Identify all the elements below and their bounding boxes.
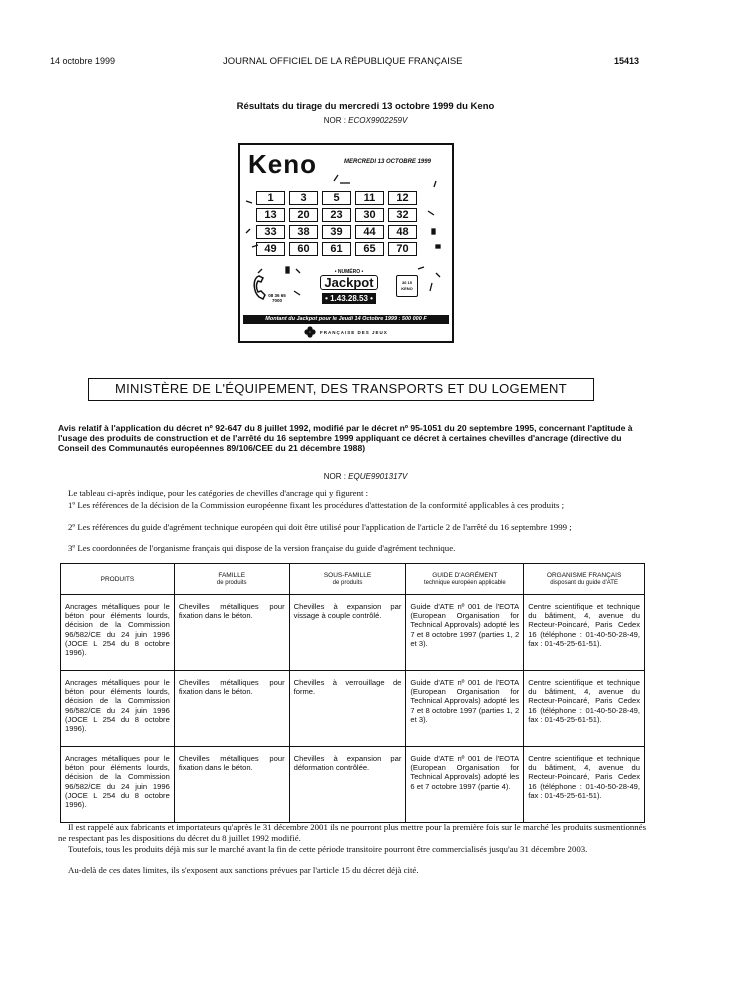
header-journal: JOURNAL OFFICIEL DE LA RÉPUBLIQUE FRANÇAISE: [223, 56, 463, 67]
column-header-organisme: ORGANISME FRANÇAIS disposant du guide d'ATE: [524, 564, 645, 595]
column-header-famille: FAMILLE de produits: [174, 564, 289, 595]
keno-title: Résultats du tirage du mercredi 13 octobre 1999 du Keno: [236, 101, 495, 112]
keno-logo: Keno: [248, 149, 317, 179]
keno-number: 30: [355, 208, 384, 222]
cell-sous-famille: Chevilles à verrouillage de forme.: [289, 671, 406, 747]
keno-number: 70: [388, 242, 417, 256]
phone-number: 08 36 65 7000: [268, 293, 286, 303]
jackpot-banner: Montant du Jackpot pour le Jeudi 14 Octobre 1999 : 500 000 F: [243, 315, 449, 324]
header-page-number: 15413: [614, 56, 640, 66]
cell-produits: Ancrages métalliques pour le béton pour éléments lourds, décision de la Commission 96/582/CE du 24 juin 1996 (JOCE L 254 du 8 octobre 1996).: [61, 595, 175, 671]
keno-ticket: [238, 143, 454, 343]
jackpot-label: • NUMÉRO •: [334, 269, 364, 275]
keno-number: 33: [256, 225, 285, 239]
jackpot-word: Jackpot: [320, 275, 378, 290]
cell-organisme: Centre scientifique et technique du bâtiment, 4, avenue du Recteur-Poincaré, Paris Cedex 16 (téléphone : 01-40-50-28-49, fax : 01-45-25-61-51).: [524, 595, 645, 671]
cell-sous-famille: Chevilles à expansion par déformation contrôlée.: [289, 747, 406, 823]
cell-organisme: Centre scientifique et technique du bâtiment, 4, avenue du Recteur-Poincaré, Paris Cedex 16 (téléphone : 01-40-50-28-49, fax : 01-45-25-61-51).: [524, 747, 645, 823]
keno-number: 32: [388, 208, 417, 222]
keno-number: 44: [355, 225, 384, 239]
closing-paragraph-2: Toutefois, tous les produits déjà mis sur le marché avant la fin de cette période transitoire pourront être commercialisés jusqu'au 31 décembre 2003.: [68, 844, 588, 854]
cell-guide: Guide d'ATE nº 001 de l'EOTA (European Organisation for Technical Approvals) adopté les 6 et 7 octobre 1997 (partie 4).: [406, 747, 524, 823]
ministry-heading: MINISTÈRE DE L'ÉQUIPEMENT, DES TRANSPORTS ET DU LOGEMENT: [88, 378, 594, 401]
keno-number: 23: [322, 208, 351, 222]
avis-intro: Le tableau ci-après indique, pour les catégories de chevilles d'ancrage qui y figurent :: [68, 488, 369, 498]
cell-produits: Ancrages métalliques pour le béton pour éléments lourds, décision de la Commission 96/582/CE du 24 juin 1996 (JOCE L 254 du 8 octobre 1996).: [61, 747, 175, 823]
keno-number: 11: [355, 191, 384, 205]
avis-item-1: 1º Les références de la décision de la Commission européenne fixant les procédures d'attestation de la conformité applicables à ces produits ;: [68, 500, 565, 510]
cell-famille: Chevilles métalliques pour fixation dans le béton.: [174, 595, 289, 671]
avis-item-2: 2º Les références du guide d'agrément technique européen qui doit être utilisé pour l'application de l'article 2 de l'arrêté du 16 septembre 1999 ;: [68, 522, 572, 532]
clover-logo-icon: [304, 326, 316, 338]
avis-title: Avis relatif à l'application du décret nº 92-647 du 8 juillet 1992, modifié par le décret nº 95-1051 du 20 septembre 1995, concernant l'aptitude à l'usage des produits de construction et de l'arrêté du 16 septembre 1999 appliquant ce décret à certaines chevilles d'ancrage (directive du Conseil des Communautés européennes 89/106/CEE du 21 décembre 1988): [58, 423, 633, 453]
minitel-icon: 36 15 KENO: [396, 275, 418, 297]
cell-produits: Ancrages métalliques pour le béton pour éléments lourds, décision de la Commission 96/582/CE du 24 juin 1996 (JOCE L 254 du 8 octobre 1996).: [61, 671, 175, 747]
keno-number: 38: [289, 225, 318, 239]
keno-nor: NOR : ECOX9902259V: [323, 116, 408, 125]
products-table: [60, 563, 645, 823]
closing-paragraph-3: Au-delà de ces dates limites, ils s'exposent aux sanctions prévues par l'article 15 du décret déjà cité.: [68, 865, 419, 875]
fdj-logo-text: FRANÇAISE DES JEUX: [320, 330, 388, 335]
keno-number: 49: [256, 242, 285, 256]
keno-number: 3: [289, 191, 318, 205]
keno-number: 60: [289, 242, 318, 256]
keno-number: 48: [388, 225, 417, 239]
jackpot-number: • 1.43.28.53 •: [322, 293, 376, 304]
keno-number: 20: [289, 208, 318, 222]
table-row: [61, 595, 645, 671]
cell-guide: Guide d'ATE nº 001 de l'EOTA (European Organisation for Technical Approvals) adopté les 7 et 8 octobre 1997 (parties 1, 2 et 3).: [406, 671, 524, 747]
keno-ticket-date: MERCREDI 13 OCTOBRE 1999: [344, 159, 431, 165]
column-header-guide: GUIDE D'AGRÉMENT technique européen applicable: [406, 564, 524, 595]
confetti-decoration-icon: [240, 145, 452, 341]
keno-number: 1: [256, 191, 285, 205]
keno-number: 65: [355, 242, 384, 256]
header-date: 14 octobre 1999: [50, 56, 116, 66]
keno-number: 13: [256, 208, 285, 222]
keno-number: 5: [322, 191, 351, 205]
cell-organisme: Centre scientifique et technique du bâtiment, 4, avenue du Recteur-Poincaré, Paris Cedex 16 (téléphone : 01-40-50-28-49, fax : 01-45-25-61-51).: [524, 671, 645, 747]
cell-famille: Chevilles métalliques pour fixation dans le béton.: [174, 671, 289, 747]
avis-nor: NOR : EQUE9901317V: [323, 472, 408, 481]
table-header-row: [61, 564, 645, 595]
column-header-sous-famille: SOUS-FAMILLE de produits: [289, 564, 406, 595]
keno-number: 61: [322, 242, 351, 256]
keno-number: 12: [388, 191, 417, 205]
cell-sous-famille: Chevilles à expansion par vissage à couple contrôlé.: [289, 595, 406, 671]
table-row: [61, 747, 645, 823]
jackpot-box: [316, 269, 382, 305]
column-header-produits: PRODUITS: [61, 564, 175, 595]
cell-famille: Chevilles métalliques pour fixation dans le béton.: [174, 747, 289, 823]
avis-item-3: 3º Les coordonnées de l'organisme français qui dispose de la version française du guide d'agrément technique.: [68, 543, 456, 553]
closing-paragraph-1: Il est rappelé aux fabricants et importateurs qu'après le 31 décembre 2001 ils ne pourront plus mettre pour la première fois sur le marché les produits susmentionnés ne respectant pas les dispositions du décret du 8 juillet 1992 modifié.: [58, 822, 646, 843]
cell-guide: Guide d'ATE nº 001 de l'EOTA (European Organisation for Technical Approvals) adopté les 7 et 8 octobre 1997 (parties 1, 2 et 3).: [406, 595, 524, 671]
table-row: [61, 671, 645, 747]
keno-number: 39: [322, 225, 351, 239]
